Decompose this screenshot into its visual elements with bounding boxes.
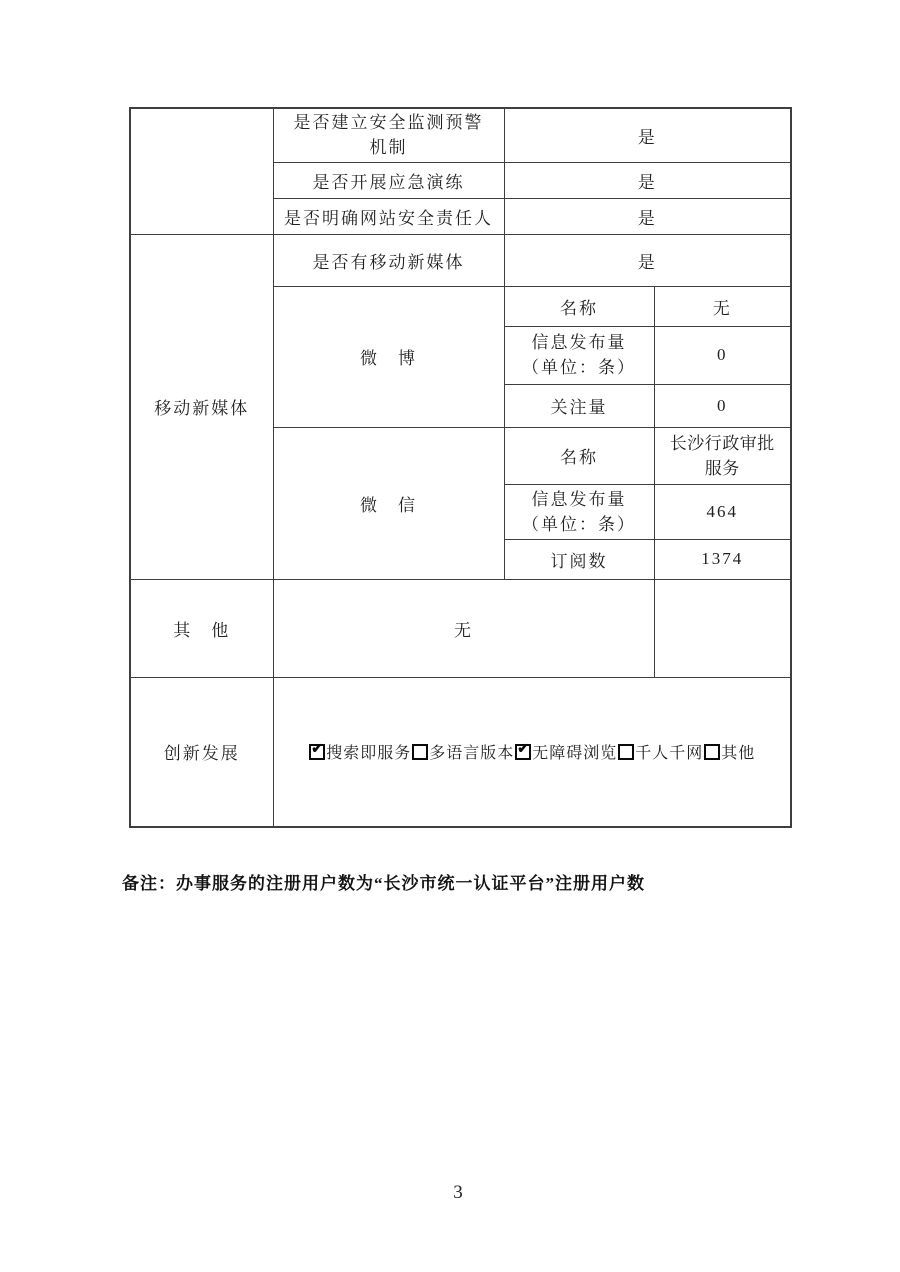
innovation-option	[411, 745, 514, 762]
weibo-label-cell: 微 博	[273, 286, 504, 427]
checkbox-unchecked-icon	[412, 744, 428, 760]
field-label-cell: 订阅数	[504, 539, 654, 579]
other-label-cell: 其 他	[130, 579, 273, 677]
innovation-option	[703, 745, 755, 762]
table-row	[130, 234, 791, 286]
field-value-cell: 1374	[654, 539, 791, 579]
field-value-cell: 464	[654, 484, 791, 539]
field-label-cell: 关注量	[504, 384, 654, 427]
question-cell	[273, 108, 504, 162]
field-value-cell: 0	[654, 326, 791, 384]
field-value-cell	[654, 427, 791, 484]
field-label: 信息发布量	[531, 333, 627, 352]
table-row	[130, 677, 791, 827]
table-row	[130, 579, 791, 677]
innovation-option	[308, 745, 411, 762]
field-label-line2: （单位：条）	[522, 358, 636, 377]
page-number: 3	[453, 1182, 463, 1203]
question-label: 是否建立安全监测预警	[293, 113, 484, 133]
field-label-cell	[504, 326, 654, 384]
innovation-option	[514, 745, 617, 762]
checkbox-unchecked-icon	[704, 744, 720, 760]
innovation-option-label: 无障碍浏览	[532, 745, 618, 763]
question-label-line2: 机制	[369, 138, 408, 158]
question-cell: 是否有移动新媒体	[273, 234, 504, 286]
field-value-cell: 0	[654, 384, 791, 427]
innovation-option-label: 搜索即服务	[326, 745, 412, 763]
answer-cell: 是	[504, 198, 791, 234]
other-value-cell: 无	[273, 579, 654, 677]
question-cell: 是否明确网站安全责任人	[273, 198, 504, 234]
field-label-cell	[504, 484, 654, 539]
field-value-cell: 无	[654, 286, 791, 326]
innovation-group-cell: 创新发展	[130, 677, 273, 827]
answer-cell: 是	[504, 108, 791, 162]
checkbox-unchecked-icon	[618, 744, 634, 760]
checkbox-checked-icon	[309, 744, 325, 760]
answer-cell: 是	[504, 234, 791, 286]
checkbox-checked-icon	[515, 744, 531, 760]
security-group-cell	[130, 108, 273, 234]
innovation-option-label: 多语言版本	[429, 745, 515, 763]
field-label-cell: 名称	[504, 427, 654, 484]
table-row	[130, 108, 791, 162]
innovation-option-label: 其他	[721, 745, 756, 763]
innovation-option-label: 千人千网	[635, 745, 704, 763]
answer-cell: 是	[504, 162, 791, 198]
field-value: 长沙行政审批服务	[669, 433, 775, 478]
annual-report-table	[129, 107, 792, 828]
field-label-line2: （单位：条）	[522, 514, 636, 534]
field-label: 信息发布量	[531, 489, 627, 509]
innovation-options	[273, 677, 791, 827]
question-cell: 是否开展应急演练	[273, 162, 504, 198]
remark-note: 备注：办事服务的注册用户数为“长沙市统一认证平台”注册用户数	[122, 874, 645, 893]
wechat-label-cell: 微 信	[273, 427, 504, 579]
field-label-cell: 名称	[504, 286, 654, 326]
innovation-option	[617, 745, 703, 762]
mobile-media-group-cell: 移动新媒体	[130, 234, 273, 579]
